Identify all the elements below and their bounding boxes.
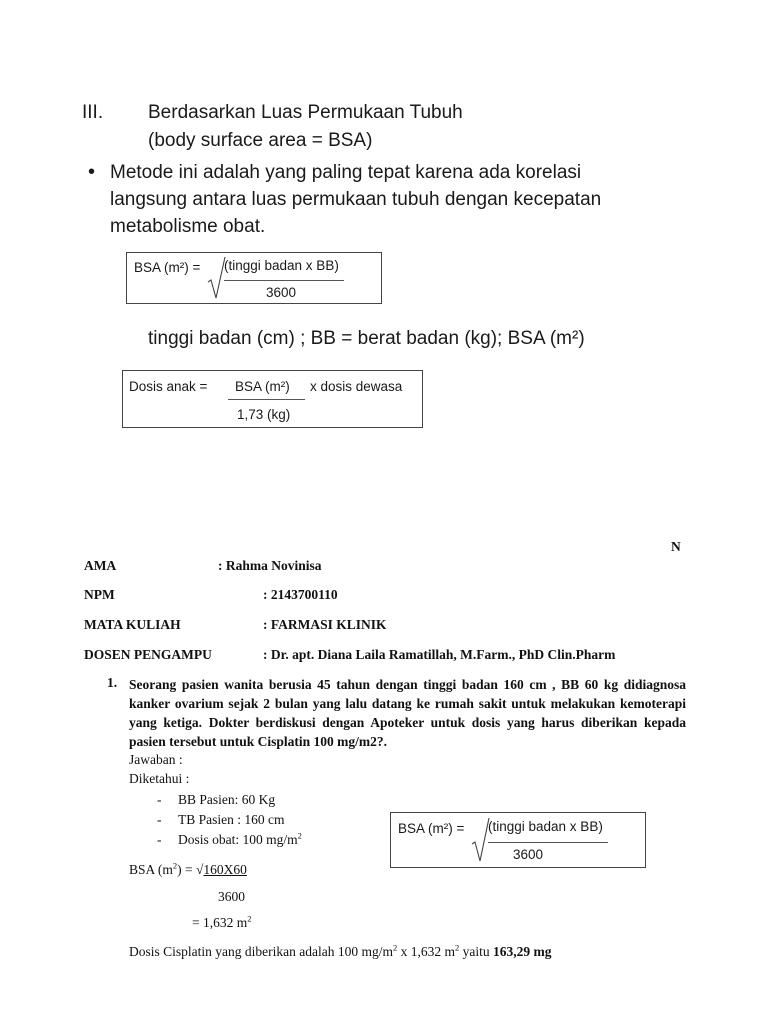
formula-numerator: (tinggi badan x BB) — [488, 819, 603, 834]
formula-multiplier: x dosis dewasa — [310, 379, 403, 394]
name-label-fragment: N — [671, 539, 681, 554]
formula-lhs: Dosis anak = — [129, 379, 208, 394]
section-subheading: (body surface area = BSA) — [148, 130, 373, 151]
npm-label: NPM — [84, 587, 115, 602]
answer-heading: Jawaban : — [129, 752, 183, 767]
formula-denominator: 3600 — [513, 847, 544, 862]
bullet-icon: • — [88, 161, 96, 183]
child-dose-formula-box — [122, 370, 423, 428]
fraction-line — [224, 280, 344, 281]
question-number: 1. — [107, 675, 118, 690]
course-value: : FARMASI KLINIK — [263, 617, 387, 632]
npm-value: : 2143700110 — [263, 587, 338, 602]
known-height: TB Pasien : 160 cm — [178, 812, 285, 827]
bsa-denominator: 3600 — [218, 889, 245, 904]
bullet-text-line: metabolisme obat. — [110, 216, 266, 237]
fraction-line — [488, 842, 608, 843]
formula-numerator: (tinggi badan x BB) — [224, 258, 339, 273]
variable-legend: tinggi badan (cm) ; BB = berat badan (kg); BSA (m²) — [148, 328, 585, 349]
known-dose: Dosis obat: 100 $mg/m^2$ — [178, 830, 302, 847]
list-dash: - — [157, 812, 162, 827]
formula-denominator: 1,73 (kg) — [237, 407, 291, 422]
bsa-formula-box — [126, 252, 382, 304]
section-number: III. — [82, 102, 104, 123]
bsa-formula-copy-box — [390, 812, 646, 868]
bullet-text-line: Metode ini adalah yang paling tepat karena ada korelasi — [110, 162, 582, 183]
formula-lhs: BSA (m²) = — [398, 821, 465, 836]
known-weight: BB Pasien: 60 Kg — [178, 792, 276, 807]
lecturer-label: DOSEN PENGAMPU — [84, 647, 212, 662]
known-heading: Diketahui : — [129, 771, 190, 786]
list-dash: - — [157, 792, 162, 807]
bsa-calculation: BSA $(m^2) = √160X60$ — [129, 860, 247, 877]
course-label: MATA KULIAH — [84, 617, 181, 632]
question-text: Seorang pasien wanita berusia 45 tahun dengan tinggi badan 160 cm , BB 60 kg didiagnosa kanker ovarium sejak 2 bulan yang lalu datang ke rumah sakit untuk melakukan kemoterapi yang ketiga. Dokter berdiskusi dengan Apoteker untuk dosis yang harus diberikan kepada pasien tersebut untuk Cisplatin 100 mg/m2?. — [129, 677, 686, 749]
final-dose-statement: Dosis Cisplatin yang diberikan adalah 100 $mg/m^2$ x 1,632 $m^2$ yaitu 163,29 mg — [129, 942, 552, 959]
formula-denominator: 3600 — [266, 285, 297, 300]
formula-lhs: BSA (m²) = — [134, 260, 201, 275]
name-value: : Rahma Novinisa — [218, 558, 322, 573]
name-label: AMA — [84, 558, 117, 573]
fraction-line — [228, 399, 305, 400]
lecturer-value: : Dr. apt. Diana Laila Ramatillah, M.Farm., PhD Clin.Pharm — [263, 647, 616, 662]
bsa-result: = 1,632 $m^2$ — [192, 913, 252, 930]
bullet-text-line: langsung antara luas permukaan tubuh dengan kecepatan — [110, 189, 602, 210]
formula-numerator: BSA (m²) — [235, 379, 290, 394]
list-dash: - — [157, 832, 162, 847]
section-heading: Berdasarkan Luas Permukaan Tubuh — [148, 102, 463, 123]
